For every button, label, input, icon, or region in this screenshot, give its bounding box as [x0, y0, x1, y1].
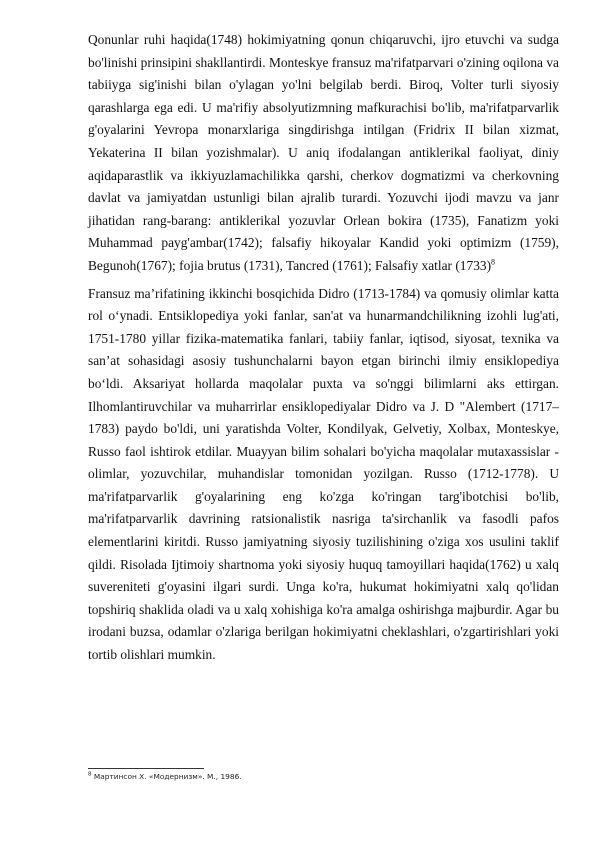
footnote — [88, 772, 559, 782]
footnote-number: 8 — [88, 771, 92, 778]
body-text — [88, 29, 559, 667]
footnote-text: Мартинсон Х. «Модернизм». М., 1986. — [93, 772, 242, 781]
footnote-reference[interactable]: 8 — [491, 257, 496, 267]
paragraph-1 — [88, 29, 559, 278]
paragraph-1-text: Qonunlar ruhi haqida(1748) hokimiyatning qonun chiqaruvchi, ijro etuvchi va sudga bo'linishi prinsipini shakllantirdi. Monteskye fransuz ma'rifatparvari o'zining oqilona va tabiiyga sig'inishi bilan o'ylagan yo'lni belgilab berdi. Biroq, Volter turli siyosiy qarashlarga ega edi. U ma'rifiy absolyutizmning mafkurachisi bo'lib, ma'rifatparvarlik g'oyalarini Yevropa monarxlariga singdirishga intilgan (Fridrix II bilan xizmat, Yekaterina II bilan yozishmalar). U aniq ifodalangan antiklerikal faoliyat, diniy aqidaparastlik va ikkiyuzlamachilikka qarshi, cherkov dogmatizmi va cherkovning davlat va jamiyatdan ustunligi bilan ajralib turardi. Yozuvchi ijodi mavzu va janr jihatidan rang-barang: antiklerikal yozuvlar Orlean bokira (1735), Fanatizm yoki Muhammad payg'ambar(1742); falsafiy hikoyalar Kandid yoki optimizm (1759), Begunoh(1767); fojia brutus (1731), Tancred (1761); Falsafiy xatlar (1733) — [88, 32, 559, 273]
paragraph-2 — [88, 283, 559, 667]
footnote-divider — [88, 768, 204, 769]
paragraph-2-text: Fransuz maʼrifatining ikkinchi bosqichida Didro (1713-1784) va qomusiy olimlar katta rol oʻynadi. Entsiklopediya yoki fanlar, san'at va hunarmandchilikning izohli lug'ati, 1751-1780 yillar fizika-matematika fanlari, tabiiy fanlar, iqtisod, siyosat, texnika va sanʼat sohasidagi asosiy tushunchalarni bayon etgan birinchi ilmiy ensiklopediya boʻldi. Aksariyat hollarda maqolalar puxta va so'nggi bilimlarni aks ettirgan. Ilhomlantiruvchilar va muharrirlar ensiklopediyalar Didro va J. D "Alembert (1717–1783) paydo bo'ldi, uni yaratishda Volter, Kondilyak, Gelvetiy, Xolbax, Monteskye, Russo faol ishtirok etdilar. Muayyan bilim sohalari bo'yicha maqolalar mutaxassislar - olimlar, yozuvchilar, muhandislar tomonidan yozilgan. Russo (1712-1778). U ma'rifatparvarlik g'oyalarining eng ko'zga ko'ringan targ'ibotchisi bo'lib, ma'rifatparvarlik davrining ratsionalistik nasriga ta'sirchanlik va fasodli pafos elementlarini kiritdi. Russo jamiyatning siyosiy tuzilishining o'ziga xos usulini taklif qildi. Risolada Ijtimoiy shartnoma yoki siyosiy huquq tamoyillari haqida(1762) u xalq suvereniteti g'oyasini ilgari surdi. Unga ko'ra, hukumat hokimiyatni xalq qo'lidan topshiriq shaklida oladi va u xalq xohishiga ko'ra amalga oshirishga majburdir. Agar bu irodani buzsa, odamlar o'zlariga berilgan hokimiyatni cheklashlari, o'zgartirishlari yoki tortib olishlari mumkin. — [88, 285, 559, 663]
